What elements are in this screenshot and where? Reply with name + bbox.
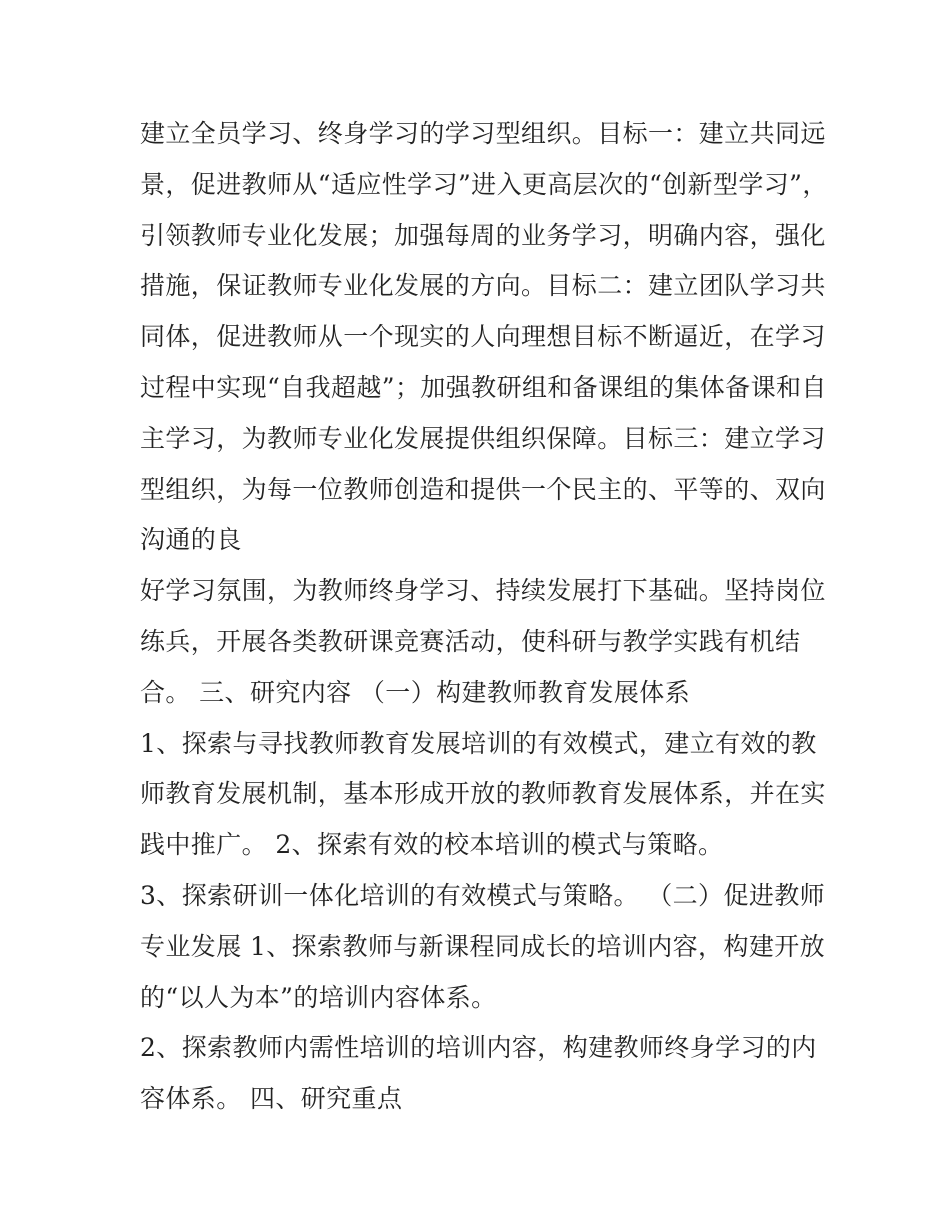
text-line: 师教育发展机制，基本形成开放的教师教育发展体系，并在实 — [140, 779, 826, 809]
text-line: 型组织，为每一位教师创造和提供一个民主的、平等的、双向 — [140, 474, 826, 504]
text-line: 沟通的良 — [140, 525, 242, 555]
text-line: 的“以人为本”的培训内容体系。 — [140, 982, 497, 1012]
text-line: 3、探索研训一体化培训的有效模式与策略。 （二）促进教师 — [140, 880, 826, 910]
text-line: 专业发展 1、探索教师与新课程同成长的培训内容，构建开放 — [140, 931, 826, 961]
text-line: 2、探索教师内需性培训的培训内容，构建教师终身学习的内 — [140, 1033, 817, 1063]
text-line: 好学习氛围，为教师终身学习、持续发展打下基础。坚持岗位 — [140, 576, 826, 606]
text-line: 合。 三、研究内容 （一）构建教师教育发展体系 — [140, 677, 691, 707]
text-line: 过程中实现“自我超越”；加强教研组和备课组的集体备课和自 — [140, 372, 827, 402]
text-line: 1、探索与寻找教师教育发展培训的有效模式，建立有效的教 — [140, 728, 817, 758]
document-body — [140, 109, 828, 1125]
text-line: 景，促进教师从“适应性学习”进入更高层次的“创新型学习”， — [140, 169, 828, 199]
text-line: 践中推广。 2、探索有效的校本培训的模式与策略。 — [140, 830, 724, 860]
text-line: 措施，保证教师专业化发展的方向。目标二：建立团队学习共 — [140, 271, 826, 301]
text-line: 建立全员学习、终身学习的学习型组织。目标一：建立共同远 — [140, 119, 826, 148]
text-line: 主学习，为教师专业化发展提供组织保障。目标三：建立学习 — [140, 423, 826, 453]
text-line: 容体系。 四、研究重点 — [140, 1084, 403, 1114]
text-line: 引领教师专业化发展；加强每周的业务学习，明确内容，强化 — [140, 220, 826, 250]
text-line: 同体，促进教师从一个现实的人向理想目标不断逼近，在学习 — [140, 322, 826, 352]
text-line: 练兵，开展各类教研课竞赛活动，使科研与教学实践有机结 — [140, 626, 801, 656]
